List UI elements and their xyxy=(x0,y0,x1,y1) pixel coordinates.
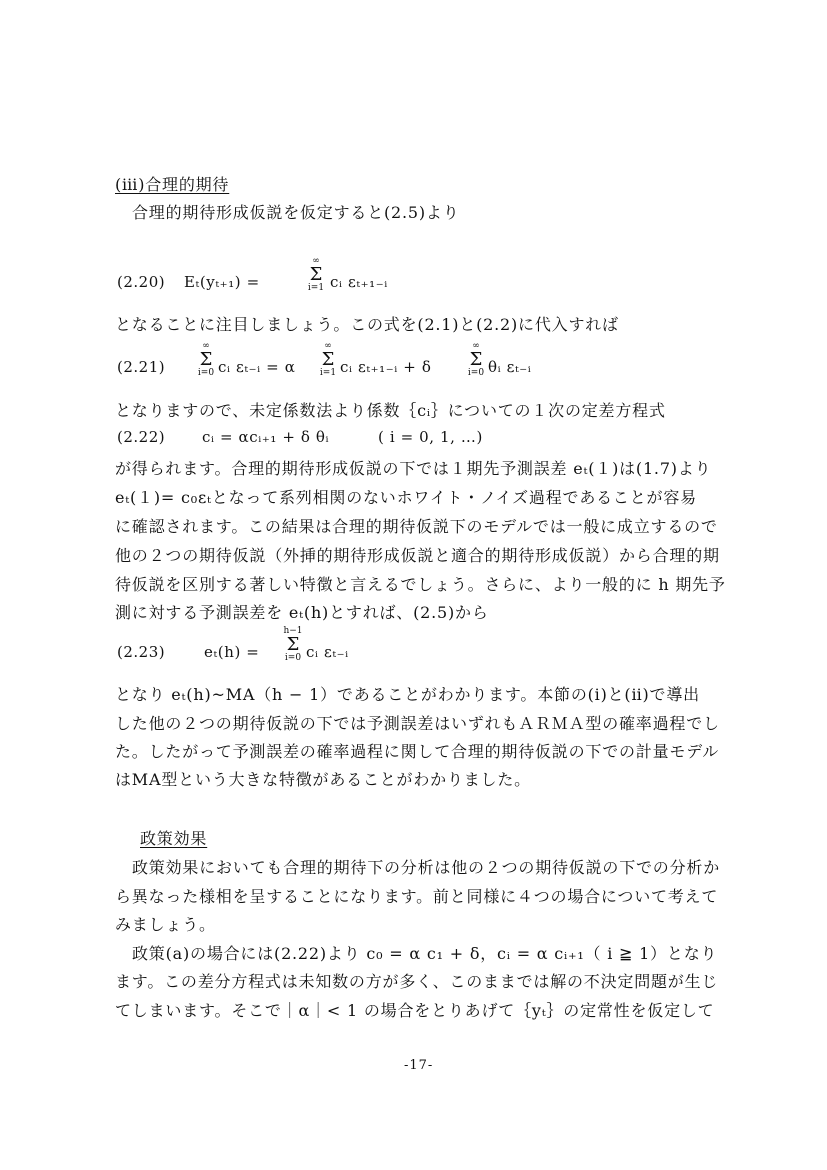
paragraph-line: ら異なった様相を呈することになります。前と同様に４つの場合について考えて xyxy=(115,887,719,906)
equation-rhs: cᵢ εₜ₊₁₋ᵢ xyxy=(330,273,388,291)
paragraph-line: はMA型という大きな特徴があることがわかりました。 xyxy=(115,770,531,789)
sum-upper-limit: ∞ xyxy=(312,256,320,266)
paragraph-line: 待仮説を区別する著しい特徴と言えるでしょう。さらに、より一般的に h 期先予 xyxy=(115,575,726,594)
paragraph-line: てしまいます。そこで｜α｜< 1 の場合をとりあげて｛yₜ｝の定常性を仮定して xyxy=(115,1001,715,1020)
paragraph-line: eₜ(１)= c₀εₜとなって系列相関のないホワイト・ノイズ過程であることが容易 xyxy=(115,488,697,507)
sigma-icon: Σ xyxy=(469,349,483,370)
paragraph-line: た。したがって予測誤差の確率過程に関して合理的期待仮説の下での計量モデル xyxy=(115,742,720,761)
equation-body: cᵢ = αcᵢ₊₁ + δ θᵢ xyxy=(202,428,330,446)
equation-term: θᵢ εₜ₋ᵢ xyxy=(488,358,532,376)
paragraph-line: 測に対する予測誤差を eₜ(h)とすれば、(2.5)から xyxy=(115,603,489,622)
summation-sign xyxy=(466,342,486,378)
paragraph-line: となりますので、未定係数法より係数｛cᵢ｝についての１次の定差方程式 xyxy=(115,401,666,420)
paragraph-line: ます。この差分方程式は未知数の方が多く、このままでは解の不決定問題が生じ xyxy=(115,972,719,991)
sigma-icon: Σ xyxy=(199,349,213,370)
paragraph-line: となることに注目しましょう。この式を(2.1)と(2.2)に代入すれば xyxy=(115,315,619,334)
equation-number: (2.23) xyxy=(117,643,166,661)
equation-rhs: cᵢ εₜ₋ᵢ xyxy=(306,643,349,661)
equation-condition: ( i = 0, 1, …) xyxy=(378,428,483,446)
sum-lower-limit: i=1 xyxy=(307,283,325,293)
paragraph-line: みましょう。 xyxy=(115,915,216,934)
equation-lhs: Eₜ(yₜ₊₁) = xyxy=(184,273,260,291)
equation-number: (2.21) xyxy=(117,358,166,376)
sum-upper-limit: ∞ xyxy=(202,341,210,351)
summation-sign xyxy=(306,257,326,293)
paragraph-line: 政策(a)の場合には(2.22)より c₀ = α c₁ + δ，cᵢ = α cᵢ₊₁（ i ≧ 1）となり xyxy=(132,944,718,963)
subsection-heading: 政策効果 xyxy=(140,829,208,848)
paragraph-line: に確認されます。この結果は合理的期待仮説下のモデルでは一般に成立するので xyxy=(115,517,718,536)
sigma-icon: Σ xyxy=(286,634,300,655)
paragraph-line: が得られます。合理的期待形成仮説の下では１期先予測誤差 eₜ(１)は(1.7)より xyxy=(115,459,712,478)
equation-term: cᵢ εₜ₊₁₋ᵢ + δ xyxy=(340,358,432,376)
page-number: -17- xyxy=(404,1058,434,1073)
summation-sign xyxy=(318,342,338,378)
summation-sign xyxy=(282,627,304,663)
equation-term: cᵢ εₜ₋ᵢ = α xyxy=(218,358,296,376)
paragraph-line: した他の２つの期待仮説の下では予測誤差はいずれもＡＲＭＡ型の確率過程でし xyxy=(115,714,720,733)
sum-lower-limit: i=0 xyxy=(284,653,302,663)
sum-lower-limit: i=0 xyxy=(467,368,485,378)
section-heading: (ⅲ)合理的期待 xyxy=(115,175,230,194)
equation-number: (2.22) xyxy=(117,428,166,446)
sum-upper-limit: ∞ xyxy=(472,341,480,351)
paragraph-line: となり eₜ(h)~MA（h − 1）であることがわかります。本節の(ⅰ)と(ⅱ)で導出 xyxy=(115,685,700,704)
equation-number: (2.20) xyxy=(117,273,166,291)
sum-upper-limit: h−1 xyxy=(283,626,303,636)
paragraph-line: 他の２つの期待仮説（外挿的期待形成仮説と適合的期待形成仮説）から合理的期 xyxy=(115,546,720,565)
sigma-icon: Σ xyxy=(309,264,323,285)
sigma-icon: Σ xyxy=(321,349,335,370)
sum-lower-limit: i=0 xyxy=(197,368,215,378)
intro-line: 合理的期待形成仮説を仮定すると(2.5)より xyxy=(132,203,460,222)
equation-lhs: eₜ(h) = xyxy=(204,643,260,661)
paragraph-line: 政策効果においても合理的期待下の分析は他の２つの期待仮説の下での分析か xyxy=(132,858,721,877)
sum-upper-limit: ∞ xyxy=(324,341,332,351)
sum-lower-limit: i=1 xyxy=(319,368,337,378)
summation-sign xyxy=(196,342,216,378)
